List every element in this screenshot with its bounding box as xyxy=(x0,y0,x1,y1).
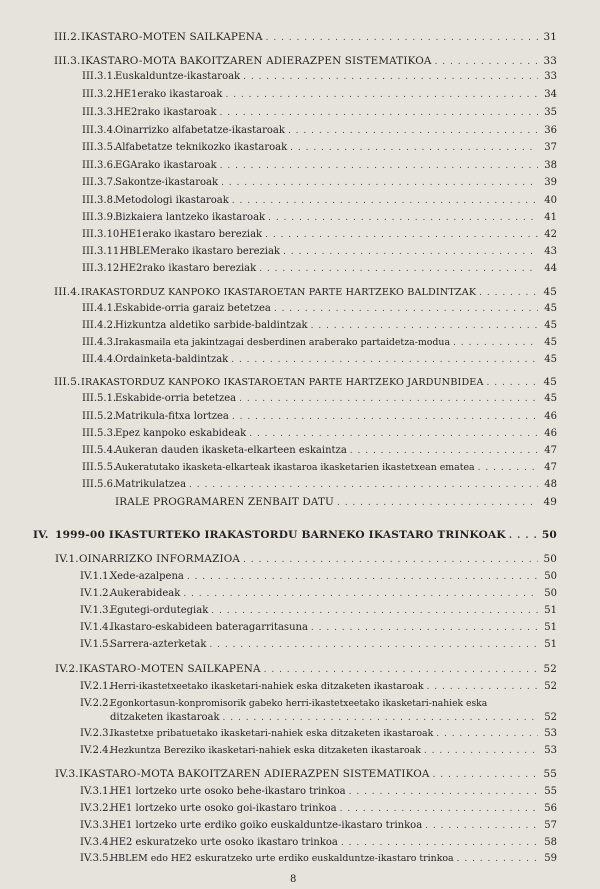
leader-dots xyxy=(479,287,538,299)
toc-entry-title: HE1 lortzeko urte osoko goi-ikastaro trinkoa xyxy=(110,803,337,814)
toc-entry-title: Metodologi ikastaroak xyxy=(115,195,229,206)
leader-dots xyxy=(509,530,538,542)
toc-entry-page: 57 xyxy=(544,820,557,831)
toc-entry-title: 1999-00 IKASTURTEKO IRAKASTORDU BARNEKO IKASTARO TRINKOAK xyxy=(55,529,506,541)
leader-dots xyxy=(223,712,538,724)
toc-entry-number: IV.3.3. xyxy=(80,820,112,831)
toc-entry[interactable] xyxy=(80,639,557,651)
toc-entry-page: 51 xyxy=(544,639,557,650)
toc-entry-title: HBLEMerako ikastaro bereziak xyxy=(120,246,280,257)
toc-entry-title: HE1erako ikastaroak xyxy=(115,89,223,100)
toc-entry-number: IV.3.1. xyxy=(80,786,112,797)
toc-entry-title: HE1 lortzeko urte osoko behe-ikastaro trinkoa xyxy=(110,786,346,797)
toc-entry[interactable] xyxy=(82,428,557,440)
toc-entry[interactable] xyxy=(82,411,557,423)
leader-dots xyxy=(220,107,538,119)
toc-entry[interactable] xyxy=(80,681,557,693)
leader-dots xyxy=(337,497,538,509)
toc-entry-number: IV.2.3. xyxy=(80,728,112,739)
toc-entry-title: Ikastaro-eskabideen bateragarritasuna xyxy=(110,622,308,633)
leader-dots xyxy=(425,820,538,832)
toc-entry-number: IV.1.4. xyxy=(80,622,112,633)
toc-entry-page: 50 xyxy=(543,553,557,565)
toc-entry-number: IV.2.1. xyxy=(80,681,112,692)
toc-entry-page: 53 xyxy=(544,745,557,756)
toc-entry-title: Matrikula-fitxa lortzea xyxy=(115,411,229,422)
toc-entry-title: IKASTARO-MOTA BAKOITZAREN ADIERAZPEN SISTEMATIKOA xyxy=(81,55,432,67)
toc-entry-number: III.4.3. xyxy=(82,337,117,348)
toc-entry[interactable] xyxy=(82,496,557,509)
toc-entry-page: 33 xyxy=(543,55,557,67)
toc-entry[interactable] xyxy=(82,303,557,315)
toc-entry-page: 59 xyxy=(544,853,557,864)
toc-entry-page: 45 xyxy=(544,337,557,348)
toc-entry[interactable] xyxy=(82,354,557,366)
leader-dots xyxy=(243,554,538,566)
toc-entry-number: IV.3.5. xyxy=(80,853,112,864)
toc-entry-page: 41 xyxy=(544,212,557,223)
toc-entry[interactable] xyxy=(55,553,557,566)
toc-entry-title: Herri-ikastetxeetako ikasketari-nahiek eska ditzaketen ikastaroak xyxy=(110,681,424,692)
toc-entry-number: III.5.1. xyxy=(82,393,117,404)
toc-entry-number: III.4.4. xyxy=(82,354,117,365)
leader-dots xyxy=(435,56,538,68)
toc-entry-number: III.5.3. xyxy=(82,428,117,439)
toc-entry[interactable] xyxy=(80,605,557,617)
toc-entry[interactable] xyxy=(82,142,557,154)
toc-entry-page: 55 xyxy=(544,786,557,797)
toc-entry[interactable] xyxy=(82,71,557,83)
leader-dots xyxy=(424,745,538,757)
toc-entry-number: III.3.3. xyxy=(82,107,117,118)
toc-entry-page: 31 xyxy=(543,31,557,43)
toc-entry-page: 44 xyxy=(544,263,557,274)
leader-dots xyxy=(239,393,538,405)
toc-entry-number: IV.2.4. xyxy=(80,745,112,756)
leader-dots xyxy=(259,263,538,275)
leader-dots xyxy=(290,142,538,154)
toc-entry-title: HE1erako ikastaro bereziak xyxy=(120,229,263,240)
toc-entry-page: 33 xyxy=(544,71,557,82)
toc-entry[interactable] xyxy=(80,837,557,849)
toc-entry-page: 34 xyxy=(544,89,557,100)
leader-dots xyxy=(311,622,538,634)
toc-entry-page: 53 xyxy=(544,728,557,739)
toc-entry[interactable] xyxy=(82,393,557,405)
toc-entry-page: 50 xyxy=(544,571,557,582)
toc-entry[interactable] xyxy=(54,31,557,44)
toc-entry[interactable] xyxy=(80,622,557,634)
toc-entry-title: Bizkaiera lantzeko ikastaroak xyxy=(115,212,266,223)
toc-entry-title: ditzaketen ikastaroak xyxy=(110,712,220,723)
toc-entry[interactable] xyxy=(80,571,557,583)
toc-entry[interactable] xyxy=(82,89,557,101)
toc-entry[interactable] xyxy=(82,445,557,457)
toc-entry-number: IV.1. xyxy=(55,553,79,565)
toc-entry[interactable] xyxy=(82,160,557,172)
toc-entry-page: 39 xyxy=(544,177,557,188)
toc-entry-title: HBLEM edo HE2 eskuratzeko urte erdiko euskalduntze-ikastaro trinkoa xyxy=(110,853,454,864)
toc-entry-number: IV.1.2. xyxy=(80,588,112,599)
leader-dots xyxy=(232,411,538,423)
toc-entry-title: Ordainketa-baldintzak xyxy=(115,354,229,365)
toc-entry-page: 45 xyxy=(544,303,557,314)
leader-dots xyxy=(189,479,538,491)
toc-entry[interactable] xyxy=(80,588,557,600)
toc-entry-page: 56 xyxy=(544,803,557,814)
toc-entry-page: 45 xyxy=(544,393,557,404)
leader-dots xyxy=(427,681,538,693)
toc-entry-page: 37 xyxy=(544,142,557,153)
leader-dots xyxy=(283,246,538,258)
toc-entry-number: IV.2. xyxy=(55,663,79,675)
leader-dots xyxy=(183,588,538,600)
toc-entry-title: IKASTARO-MOTA BAKOITZAREN ADIERAZPEN SISTEMATIKOA xyxy=(79,768,430,780)
toc-entry-page: 46 xyxy=(544,428,557,439)
toc-entry-number: III.5. xyxy=(54,376,81,388)
toc-entry[interactable] xyxy=(82,229,557,241)
toc-entry-number: IV.3.2. xyxy=(80,803,112,814)
toc-entry-number: IV.3.4. xyxy=(80,837,112,848)
toc-entry-page: 49 xyxy=(543,496,557,508)
toc-entry-title: Xede-azalpena xyxy=(110,571,184,582)
toc-entry[interactable] xyxy=(82,125,557,137)
toc-entry-page: 40 xyxy=(544,195,557,206)
toc-entry[interactable] xyxy=(82,212,557,224)
toc-entry-number: III.3.1. xyxy=(82,71,117,82)
toc-entry-number: III.3.8. xyxy=(82,195,117,206)
toc-entry-page: 51 xyxy=(544,622,557,633)
toc-entry-number: III.3.12. xyxy=(82,263,123,274)
toc-entry-number: IV.1.5. xyxy=(80,639,112,650)
toc-entry-number: III.5.5. xyxy=(82,462,117,473)
toc-entry-title: Epez kanpoko eskabideak xyxy=(115,428,247,439)
toc-entry[interactable] xyxy=(54,55,557,68)
toc-entry-number: III.4.2. xyxy=(82,320,117,331)
leader-dots xyxy=(288,125,538,137)
toc-entry[interactable] xyxy=(80,728,557,740)
toc-entry-page: 47 xyxy=(544,445,557,456)
toc-entry[interactable] xyxy=(80,786,557,798)
toc-entry-title: Eskabide-orria garaiz betetzea xyxy=(115,303,271,314)
toc-entry-title: Alfabetatze teknikozko ikastaroak xyxy=(115,142,288,153)
toc-chapter[interactable] xyxy=(33,529,557,542)
toc-entry-number: III.5.4. xyxy=(82,445,117,456)
leader-dots xyxy=(487,377,538,389)
toc-entry-number: IV.3. xyxy=(55,768,79,780)
toc-entry-title: Sarrera-azterketak xyxy=(110,639,207,650)
leader-dots xyxy=(211,605,538,617)
toc-entry-title: Matrikulatzea xyxy=(115,479,187,490)
toc-entry-title: IKASTARO-MOTEN SAILKAPENA xyxy=(81,31,263,43)
toc-entry-number: IV.2.2. xyxy=(80,698,112,709)
toc-entry-title: Aukerabideak xyxy=(110,588,181,599)
toc-entry-title: Egutegi-ordutegiak xyxy=(110,605,209,616)
leader-dots xyxy=(266,32,538,44)
toc-entry[interactable] xyxy=(80,698,537,710)
toc-entry[interactable] xyxy=(82,107,557,119)
toc-entry-title: EGArako ikastaroak xyxy=(115,160,217,171)
leader-dots xyxy=(265,229,538,241)
toc-entry-title: Aukeratutako ikasketa-elkarteak ikastaroa ikasketarien ikastetxean ematea xyxy=(115,462,475,473)
leader-dots xyxy=(453,337,538,349)
toc-entry-title: IRAKASTORDUZ KANPOKO IKASTAROETAN PARTE HARTZEKO BALDINTZAK xyxy=(81,287,477,298)
toc-entry-page: 51 xyxy=(544,605,557,616)
toc-entry[interactable] xyxy=(82,479,557,491)
toc-entry-number: IV. xyxy=(33,529,49,541)
toc-entry-number: III.2. xyxy=(54,31,81,43)
toc-entry-page: 42 xyxy=(544,229,557,240)
toc-entry-title: Oinarrizko alfabetatze-ikastaroak xyxy=(115,125,285,136)
toc-entry[interactable] xyxy=(55,663,557,676)
toc-entry-page: 45 xyxy=(544,354,557,365)
toc-entry-number: III.3. xyxy=(54,55,81,67)
toc-entry-title: Euskalduntze-ikastaroak xyxy=(115,71,241,82)
page-number: 8 xyxy=(290,874,297,885)
toc-entry-title: IKASTARO-MOTEN SAILKAPENA xyxy=(79,663,261,675)
toc-entry-page: 50 xyxy=(544,588,557,599)
toc-entry-page: 45 xyxy=(544,320,557,331)
toc-entry[interactable] xyxy=(80,745,557,757)
toc-entry-page: 55 xyxy=(543,768,557,780)
toc-entry[interactable] xyxy=(82,177,557,189)
toc-entry-number: III.3.10. xyxy=(82,229,123,240)
leader-dots xyxy=(220,160,538,172)
toc-entry-title: Aukeran dauden ikasketa-elkarteen eskaintza xyxy=(115,445,347,456)
toc-entry-page: 35 xyxy=(544,107,557,118)
toc-entry[interactable] xyxy=(82,263,557,275)
toc-entry-title: Sakontze-ikastaroak xyxy=(115,177,219,188)
toc-entry-title: IRALE PROGRAMAREN ZENBAIT DATU xyxy=(115,496,334,508)
toc-entry-number: IV.1.3. xyxy=(80,605,112,616)
leader-dots xyxy=(268,212,538,224)
leader-dots xyxy=(187,571,538,583)
toc-entry-title: Egonkortasun-konpromisorik gabeko herri-ikastetxeetako ikasketari-nahiek eska xyxy=(110,698,488,709)
leader-dots xyxy=(225,89,538,101)
leader-dots xyxy=(350,445,538,457)
toc-entry[interactable] xyxy=(82,320,557,332)
toc-entry[interactable] xyxy=(54,286,557,299)
toc-entry[interactable] xyxy=(82,246,557,258)
toc-entry-title: HE2 eskuratzeko urte osoko ikastaro trinkoa xyxy=(110,837,338,848)
toc-entry-number: III.3.9. xyxy=(82,212,117,223)
toc-entry-title: Hezkuntza Bereziko ikasketari-nahiek eska ditzaketen ikastaroak xyxy=(110,745,421,756)
toc-entry-page: 52 xyxy=(544,681,557,692)
leader-dots xyxy=(274,303,538,315)
toc-entry-title: IRAKASTORDUZ KANPOKO IKASTAROETAN PARTE HARTZEKO JARDUNBIDEA xyxy=(81,377,484,388)
leader-dots xyxy=(249,428,538,440)
toc-entry-page: 48 xyxy=(544,479,557,490)
toc-entry[interactable] xyxy=(80,820,557,832)
toc-entry-title: Eskabide-orria betetzea xyxy=(115,393,237,404)
toc-entry-page: 36 xyxy=(544,125,557,136)
toc-entry-number: III.5.6. xyxy=(82,479,117,490)
leader-dots xyxy=(478,462,538,474)
toc-entry-title: HE2rako ikastaroak xyxy=(115,107,217,118)
toc-entry[interactable] xyxy=(82,337,557,349)
toc-entry-number: III.3.5. xyxy=(82,142,117,153)
toc-entry[interactable] xyxy=(55,768,557,781)
toc-entry-number: III.4. xyxy=(54,286,81,298)
toc-entry-title: Ikastetxe pribatuetako ikasketari-nahiek eska ditzaketen ikastaroak xyxy=(110,728,434,739)
toc-entry-page: 58 xyxy=(544,837,557,848)
toc-entry-continuation[interactable] xyxy=(110,712,557,724)
toc-entry-title: Irakasmaila eta jakintzagai desberdinen araberako partaidetza-modua xyxy=(115,337,451,348)
toc-entry-title: Hizkuntza aldetiko sarbide-baldintzak xyxy=(115,320,308,331)
leader-dots xyxy=(436,728,538,740)
leader-dots xyxy=(457,853,538,865)
toc-entry-page: 45 xyxy=(543,376,557,388)
leader-dots xyxy=(433,769,538,781)
toc-entry[interactable] xyxy=(54,376,557,389)
toc-entry-title: HE1 lortzeko urte erdiko goiko euskalduntze-ikastaro trinkoa xyxy=(110,820,423,831)
leader-dots xyxy=(243,71,538,83)
toc-entry-page: 46 xyxy=(544,411,557,422)
toc-entry-page: 43 xyxy=(544,246,557,257)
toc-entry-title: OINARRIZKO INFORMAZIOA xyxy=(79,553,241,565)
toc-entry-page: 45 xyxy=(543,286,557,298)
leader-dots xyxy=(209,639,538,651)
leader-dots xyxy=(340,803,538,815)
leader-dots xyxy=(264,664,538,676)
leader-dots xyxy=(221,177,538,189)
toc-entry-number: III.3.7. xyxy=(82,177,117,188)
toc-entry[interactable] xyxy=(80,803,557,815)
toc-entry-number: IV.1.1. xyxy=(80,571,112,582)
toc-entry[interactable] xyxy=(80,853,557,865)
leader-dots xyxy=(231,354,538,366)
toc-entry-number: III.3.4. xyxy=(82,125,117,136)
toc-entry[interactable] xyxy=(82,462,557,474)
toc-entry[interactable] xyxy=(82,195,557,207)
toc-entry-page: 52 xyxy=(544,712,557,723)
toc-entry-number: III.4.1. xyxy=(82,303,117,314)
toc-entry-page: 50 xyxy=(541,529,557,541)
toc-entry-number: III.3.6. xyxy=(82,160,117,171)
toc-entry-number: III.3.11. xyxy=(82,246,123,257)
toc-entry-page: 47 xyxy=(544,462,557,473)
toc-entry-number: III.3.2. xyxy=(82,89,117,100)
toc-entry-title: HE2rako ikastaro bereziak xyxy=(120,263,257,274)
toc-entry-number: III.5.2. xyxy=(82,411,117,422)
leader-dots xyxy=(311,320,538,332)
leader-dots xyxy=(232,195,538,207)
toc-entry-page: 52 xyxy=(543,663,557,675)
leader-dots xyxy=(349,786,538,798)
leader-dots xyxy=(341,837,538,849)
toc-entry-page: 38 xyxy=(544,160,557,171)
